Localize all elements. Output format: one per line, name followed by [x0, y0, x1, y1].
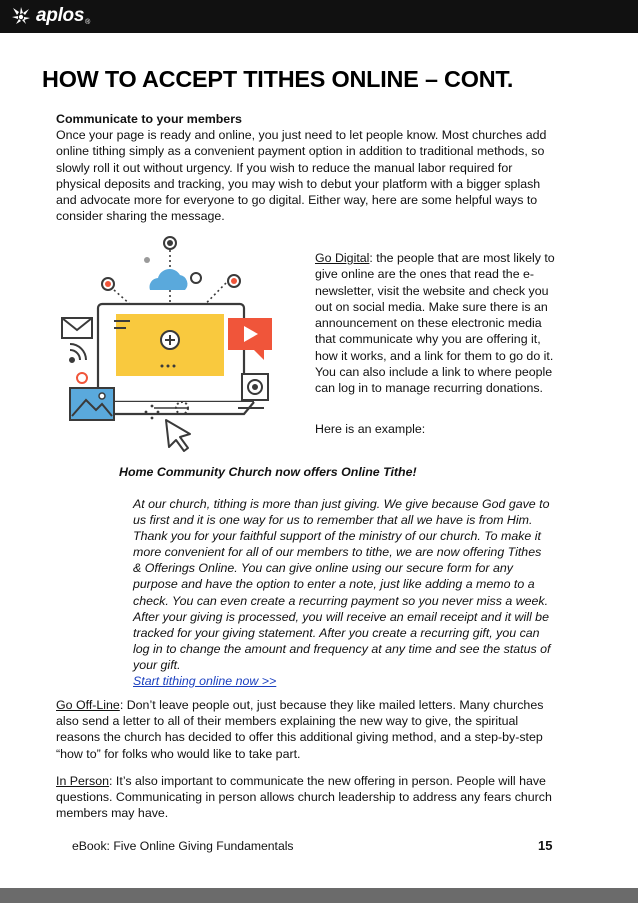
- envelope-icon: [62, 318, 92, 338]
- page-title: HOW TO ACCEPT TITHES ONLINE – CONT.: [42, 66, 514, 92]
- connection-node-icon: [164, 237, 176, 249]
- rss-icon: [70, 344, 86, 362]
- plus-icon: [161, 331, 179, 349]
- footer-ebook-title: eBook: Five Online Giving Fundamentals: [72, 839, 294, 853]
- intro-section: [56, 111, 556, 224]
- registered-mark: ®: [85, 18, 91, 26]
- page-number: 15: [538, 838, 553, 853]
- intro-body: Once your page is ready and online, you just need to let people know. Most churches add online tithing simply as a convenient payment option in addition to traditional methods, so slowly roll it out without urgency. If you wish to reduce the manual labor required for physical deposits and tracking, you may wish to debut your platform with a bigger splash and advocate more for everyone to go digital. Either way, here are some helpful ways to consider sharing the message.: [56, 128, 547, 224]
- cloud-icon: [149, 269, 187, 290]
- go-digital-body: : the people that are most likely to give online are the ones that read the e-newsletter, visit the website and check you out on social media. Make sure there is an announcement on these electronic media that communicate why you are offering it, how it works, and a link for them to go do it. You can also include a link to where people can log in to manage recurring donations.: [315, 251, 555, 396]
- top-bar: [0, 0, 638, 33]
- go-digital-label: Go Digital: [315, 251, 370, 265]
- in-person-paragraph: [56, 773, 556, 822]
- example-text: At our church, tithing is more than just giving. We give because God gave to us first and it is one way for us to remember that all we have is from Him. Thank you for your faithful support of the ministry of our church. To make it more convenient for all of our members to tithe, we are now offering Tithes & Offerings Online. You can give online using our secure form for any purpose and have the option to enter a note, just like adding a memo to a check. You can even create a recurring payment so you never miss a week. After your giving is processed, you will receive an email receipt and it will be tracked for your giving statement. After you create a recurring gift, you can log in to change the amount and frequency at any time and see the status of your gift.: [133, 497, 551, 672]
- bottom-bar: [0, 888, 638, 903]
- go-digital-paragraph: [315, 250, 555, 397]
- intro-heading: Communicate to your members: [56, 112, 242, 126]
- online-communication-illustration: [58, 228, 290, 454]
- go-offline-label: Go Off-Line: [56, 698, 120, 712]
- aplos-logo: [10, 5, 90, 27]
- image-icon: [70, 388, 114, 420]
- cursor-icon: [166, 420, 190, 451]
- go-offline-body: : Don’t leave people out, just because they like mailed letters. Many churches also send a letter to all of their members explaining the new way to give, the spiritual reasons the church has decided to offer this additional giving method, and a step-by-step “how to” for folks who would like to take part.: [56, 698, 544, 761]
- logo-text: aplos: [36, 5, 85, 26]
- in-person-label: In Person: [56, 774, 110, 788]
- aplos-star-icon: [10, 6, 32, 26]
- go-offline-paragraph: [56, 697, 556, 762]
- example-intro: Here is an example:: [315, 422, 426, 436]
- example-title: Home Community Church now offers Online Tithe!: [119, 465, 417, 479]
- in-person-body: : It’s also important to communicate the new offering in person. People will have questions. Communicating in person allows church leadership to address any fears church members may have.: [56, 774, 552, 821]
- start-tithing-link[interactable]: Start tithing online now >>: [133, 674, 277, 689]
- example-body: [133, 496, 551, 689]
